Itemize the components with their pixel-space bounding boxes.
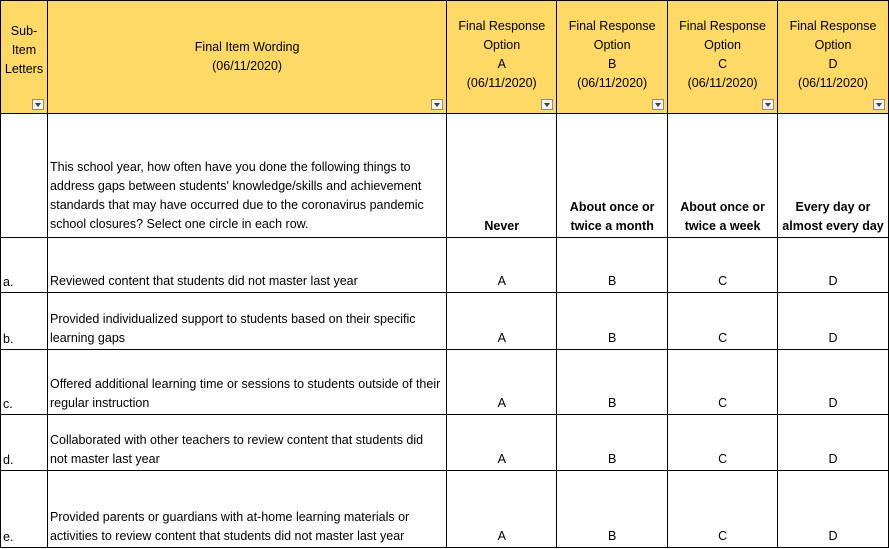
stem-option-c[interactable]: About once or twice a week [668, 114, 778, 238]
item-option-c[interactable]: C [668, 415, 778, 471]
item-option-a[interactable]: A [447, 415, 557, 471]
header-row [1, 1, 889, 114]
stem-wording-cell[interactable]: This school year, how often have you done the following things to address gaps between students' knowledge/skills and achievement standards that may have occurred due to the coronavirus pandemic school closures? Select one circle in each row. [47, 114, 446, 238]
option-header-date: (06/11/2020) [687, 76, 758, 90]
filter-dropdown-icon[interactable] [541, 99, 553, 110]
item-option-a[interactable]: A [447, 238, 557, 293]
item-letter[interactable]: d. [1, 415, 48, 471]
stem-option-d[interactable]: Every day or almost every day [778, 114, 889, 238]
option-d-header [778, 1, 889, 114]
item-option-d[interactable]: D [778, 350, 889, 415]
stem-letter-cell[interactable] [1, 114, 48, 238]
item-wording[interactable]: Reviewed content that students did not master last year [47, 238, 446, 293]
filter-dropdown-icon[interactable] [652, 99, 664, 110]
sub-item-letters-label: Sub-Item Letters [4, 23, 44, 76]
item-option-b[interactable]: B [557, 238, 668, 293]
filter-dropdown-icon[interactable] [32, 99, 44, 110]
item-option-b[interactable]: B [557, 293, 668, 350]
item-option-d[interactable]: D [778, 238, 889, 293]
item-wording[interactable]: Provided individualized support to students based on their specific learning gaps [47, 293, 446, 350]
item-option-c[interactable]: C [668, 238, 778, 293]
option-header-title: Final Response Option [679, 19, 767, 52]
item-option-c[interactable]: C [668, 350, 778, 415]
item-wording[interactable]: Collaborated with other teachers to review content that students did not master last year [47, 415, 446, 471]
option-header-letter: A [497, 57, 506, 71]
item-option-d[interactable]: D [778, 293, 889, 350]
item-letter[interactable]: c. [1, 350, 48, 415]
item-option-d[interactable]: D [778, 471, 889, 548]
option-header-date: (06/11/2020) [466, 76, 537, 90]
table-row [1, 293, 889, 350]
wording-header [47, 1, 446, 114]
item-option-c[interactable]: C [668, 293, 778, 350]
option-c-header [668, 1, 778, 114]
item-option-b[interactable]: B [557, 415, 668, 471]
table-row [1, 415, 889, 471]
filter-dropdown-icon[interactable] [873, 99, 885, 110]
item-letter[interactable]: a. [1, 238, 48, 293]
option-header-title: Final Response Option [458, 19, 546, 52]
item-letter[interactable]: e. [1, 471, 48, 548]
item-option-c[interactable]: C [668, 471, 778, 548]
table-row [1, 238, 889, 293]
wording-header-date: (06/11/2020) [212, 59, 283, 73]
table-row [1, 350, 889, 415]
item-option-b[interactable]: B [557, 471, 668, 548]
stem-option-a[interactable]: Never [447, 114, 557, 238]
filter-dropdown-icon[interactable] [762, 99, 774, 110]
stem-row [1, 114, 889, 238]
wording-header-title: Final Item Wording [194, 40, 300, 54]
item-option-d[interactable]: D [778, 415, 889, 471]
item-option-a[interactable]: A [447, 350, 557, 415]
option-header-date: (06/11/2020) [577, 76, 648, 90]
item-wording[interactable]: Offered additional learning time or sessions to students outside of their regular instruction [47, 350, 446, 415]
item-option-b[interactable]: B [557, 350, 668, 415]
option-header-letter: C [718, 57, 728, 71]
option-header-letter: B [607, 57, 617, 71]
filter-dropdown-icon[interactable] [431, 99, 443, 110]
option-header-title: Final Response Option [789, 19, 877, 52]
option-header-date: (06/11/2020) [798, 76, 868, 90]
sub-item-letters-header [1, 1, 48, 114]
option-b-header [557, 1, 668, 114]
stem-option-b[interactable]: About once or twice a month [557, 114, 668, 238]
item-wording[interactable]: Provided parents or guardians with at-home learning materials or activities to review content that students did not master last year [47, 471, 446, 548]
option-header-title: Final Response Option [568, 19, 656, 52]
option-header-letter: D [828, 57, 838, 71]
item-letter[interactable]: b. [1, 293, 48, 350]
table-row [1, 471, 889, 548]
option-a-header [447, 1, 557, 114]
item-option-a[interactable]: A [447, 293, 557, 350]
item-option-a[interactable]: A [447, 471, 557, 548]
